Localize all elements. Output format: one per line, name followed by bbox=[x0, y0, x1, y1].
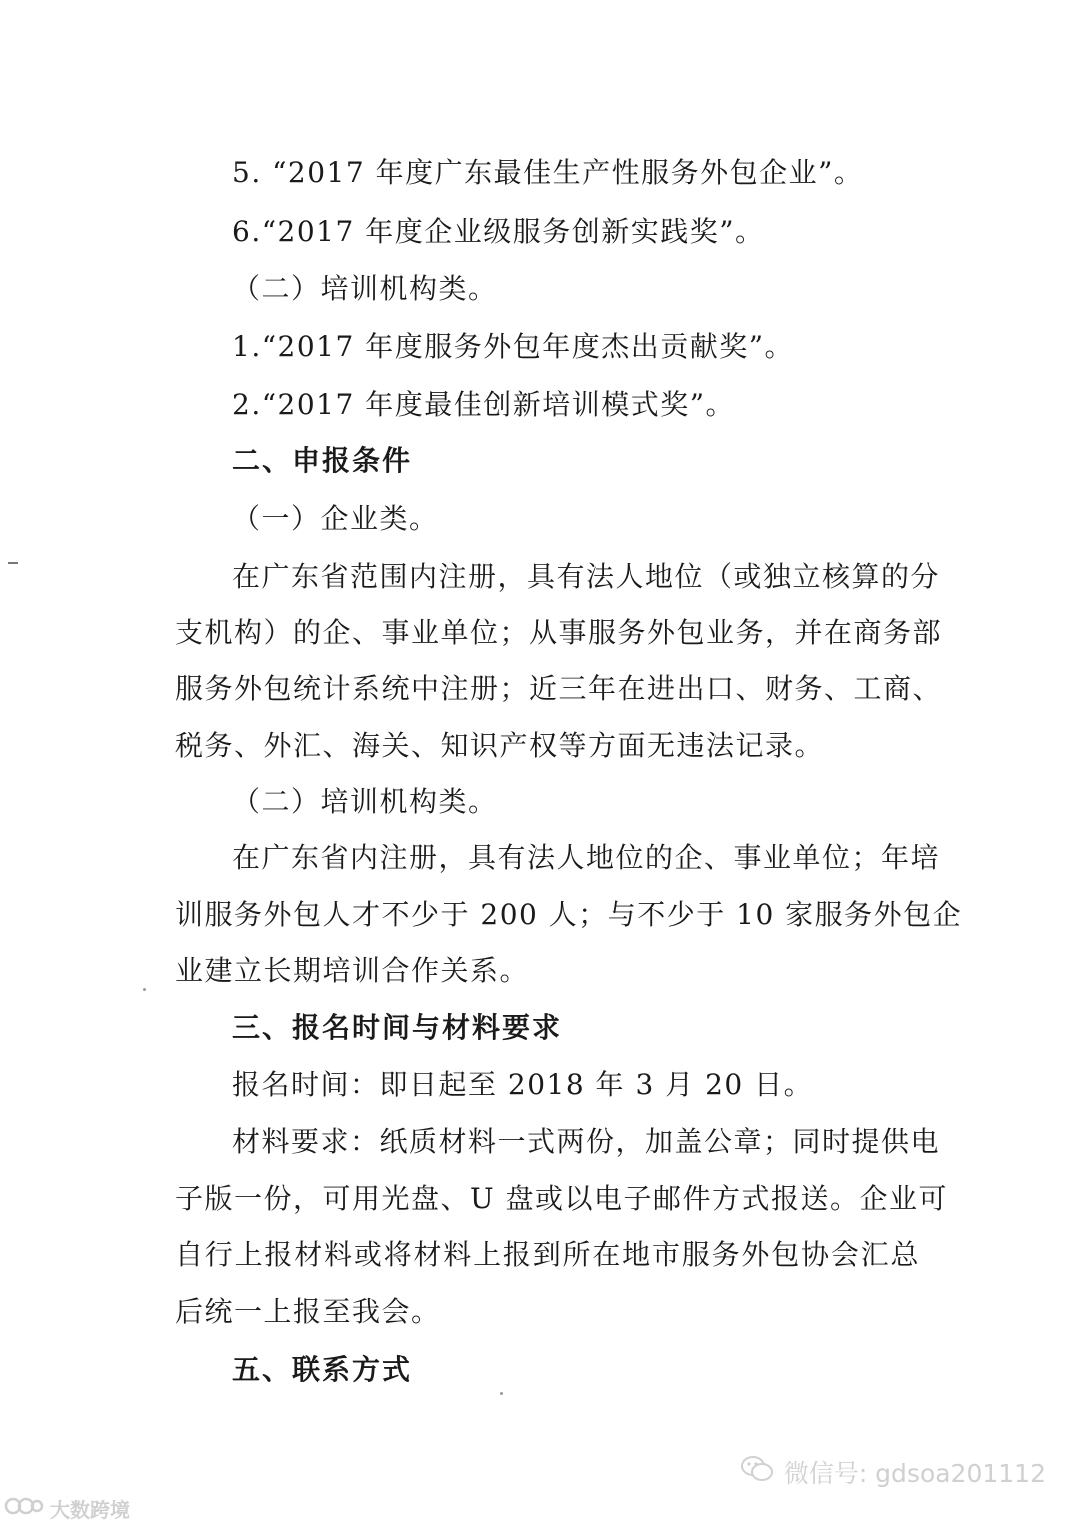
paragraph-line: 业建立长期培训合作关系。 bbox=[175, 954, 530, 987]
source-watermark bbox=[4, 1492, 130, 1524]
paragraph-line: 税务、外汇、海关、知识产权等方面无违法记录。 bbox=[175, 729, 825, 762]
paragraph-line: 材料要求：纸质材料一式两份，加盖公章；同时提供电 bbox=[232, 1125, 941, 1158]
logo-icon bbox=[4, 1494, 44, 1523]
wechat-watermark bbox=[740, 1452, 1046, 1492]
paragraph-line: 训服务外包人才不少于 200 人；与不少于 10 家服务外包企 bbox=[175, 898, 963, 931]
scan-speck bbox=[500, 1392, 503, 1395]
registration-time: 报名时间：即日起至 2018 年 3 月 20 日。 bbox=[232, 1068, 814, 1101]
scan-mark bbox=[8, 562, 18, 564]
paragraph-line: 子版一份，可用光盘、U 盘或以电子邮件方式报送。企业可 bbox=[175, 1182, 949, 1215]
wechat-id: 微信号: gdsoa201112 bbox=[783, 1459, 1046, 1488]
subsection-training-institutions-2: （二）培训机构类。 bbox=[232, 785, 498, 818]
section-heading-contact: 五、联系方式 bbox=[232, 1353, 413, 1386]
training-award-item-2: 2.“2017 年度最佳创新培训模式奖”。 bbox=[232, 388, 736, 421]
paragraph-line: 后统一上报至我会。 bbox=[175, 1295, 441, 1328]
paragraph-line: 自行上报材料或将材料上报到所在地市服务外包协会汇总 bbox=[175, 1238, 920, 1271]
paragraph-line: 支机构）的企、事业单位；从事服务外包业务，并在商务部 bbox=[175, 616, 943, 649]
section-heading-conditions: 二、申报条件 bbox=[232, 444, 413, 477]
source-name: 大数跨境 bbox=[50, 1497, 130, 1522]
award-item-6: 6.“2017 年度企业级服务创新实践奖”。 bbox=[232, 215, 765, 248]
training-award-item-1: 1.“2017 年度服务外包年度杰出贡献奖”。 bbox=[232, 330, 795, 363]
subsection-enterprises: （一）企业类。 bbox=[232, 502, 439, 535]
scan-speck bbox=[143, 988, 146, 991]
paragraph-line: 在广东省范围内注册，具有法人地位（或独立核算的分 bbox=[232, 560, 941, 593]
award-item-5: 5. “2017 年度广东最佳生产性服务外包企业”。 bbox=[232, 156, 864, 189]
subsection-training-institutions: （二）培训机构类。 bbox=[232, 272, 498, 305]
wechat-icon bbox=[740, 1455, 774, 1489]
paragraph-line: 服务外包统计系统中注册；近三年在进出口、财务、工商、 bbox=[175, 672, 943, 705]
paragraph-line: 在广东省内注册，具有法人地位的企、事业单位；年培 bbox=[232, 841, 941, 874]
section-heading-registration: 三、报名时间与材料要求 bbox=[232, 1011, 563, 1044]
